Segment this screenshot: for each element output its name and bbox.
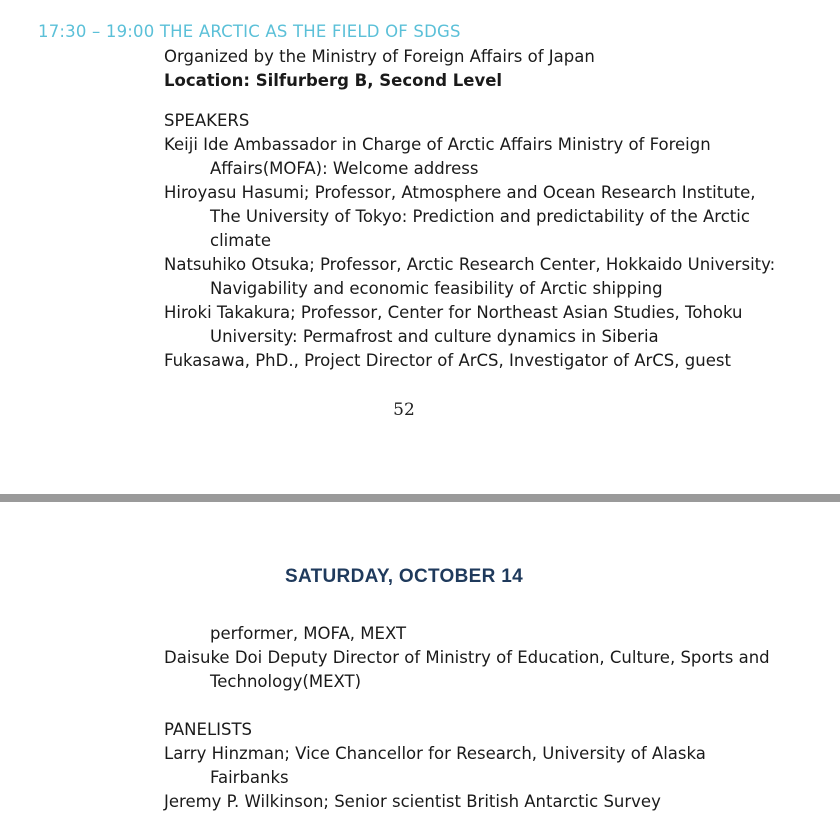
page-number: 52 [393, 400, 415, 420]
panelist-entry-cont: Fairbanks [210, 768, 289, 787]
day-header: SATURDAY, OCTOBER 14 [285, 566, 523, 587]
panelists-heading: PANELISTS [164, 720, 253, 739]
speaker-entry: Keiji Ide Ambassador in Charge of Arctic Affairs Ministry of Foreign [164, 135, 711, 154]
speaker-entry-cont: Navigability and economic feasibility of Arctic shipping [210, 279, 663, 298]
location-text: Location: Silfurberg B, Second Level [164, 71, 503, 90]
speakers-section [164, 109, 804, 373]
panelist-entry: Jeremy P. Wilkinson; Senior scientist British Antarctic Survey [164, 792, 661, 811]
session-details [164, 45, 804, 93]
speaker-entry-cont: Technology(MEXT) [210, 672, 362, 691]
speaker-entry: Hiroyasu Hasumi; Professor, Atmosphere and Ocean Research Institute, [164, 183, 756, 202]
page-separator [0, 494, 840, 502]
speakers-continued [164, 622, 804, 694]
speaker-entry: Hiroki Takakura; Professor, Center for Northeast Asian Studies, Tohoku [164, 303, 743, 322]
panelists-section [164, 718, 804, 814]
speaker-entry: Daisuke Doi Deputy Director of Ministry of Education, Culture, Sports and [164, 648, 770, 667]
speaker-entry-cont: The University of Tokyo: Prediction and predictability of the Arctic [210, 207, 750, 226]
organizer-text: Organized by the Ministry of Foreign Affairs of Japan [164, 47, 595, 66]
panelist-entry: Larry Hinzman; Vice Chancellor for Research, University of Alaska [164, 744, 706, 763]
speakers-heading: SPEAKERS [164, 111, 250, 130]
speaker-entry-cont: University: Permafrost and culture dynamics in Siberia [210, 327, 659, 346]
continued-line: performer, MOFA, MEXT [210, 624, 407, 643]
speaker-entry: Natsuhiko Otsuka; Professor, Arctic Research Center, Hokkaido University: [164, 255, 776, 274]
speaker-entry-cont: Affairs(MOFA): Welcome address [210, 159, 479, 178]
speaker-entry-cont: climate [210, 231, 272, 250]
session-title: 17:30 – 19:00 THE ARCTIC AS THE FIELD OF SDGS [38, 22, 461, 41]
speaker-entry: Fukasawa, PhD., Project Director of ArCS, Investigator of ArCS, guest [164, 351, 731, 370]
